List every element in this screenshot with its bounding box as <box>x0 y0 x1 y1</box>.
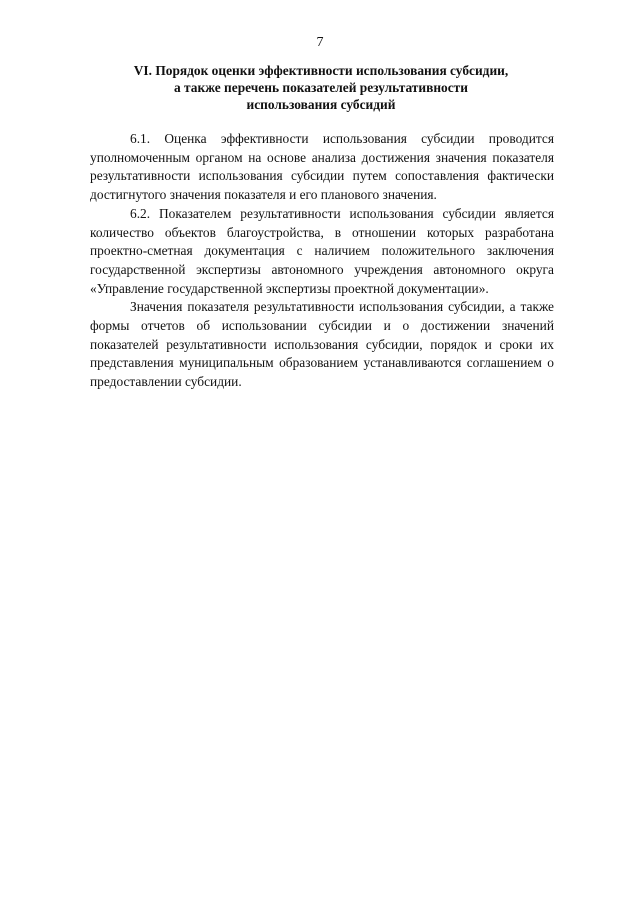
paragraph-indicator-values: Значения показателя результативности использования субсидии, а также формы отчетов об использовании субсидии и о достижении значений показателей результативности использования субсидии, порядок и сроки их представления муниципальным образованием устанавливаются соглашением о предоставлении субсидии. <box>90 299 554 390</box>
section-title <box>90 62 552 113</box>
section-title-line-2: а также перечень показателей результативности <box>174 80 468 95</box>
page-number: 7 <box>316 35 324 50</box>
section-body <box>90 130 554 392</box>
paragraph-6-1: 6.1. Оценка эффективности использования субсидии проводится уполномоченным органом на основе анализа достижения значения показателя результативности использования субсидии путем сопоставления фактически достигнутого значения показателя и его планового значения. <box>90 131 554 203</box>
section-title-line-1: VI. Порядок оценки эффективности использования субсидии, <box>133 63 509 78</box>
paragraph-6-2: 6.2. Показателем результативности использования субсидии является количество объектов благоустройства, в отношении которых разработана проектно-сметная документация с наличием положительного заключения государственной экспертизы автономного учреждения автономного округа «Управление государственной экспертизы проектной документации». <box>90 205 554 296</box>
section-title-line-3: использования субсидий <box>246 97 396 112</box>
